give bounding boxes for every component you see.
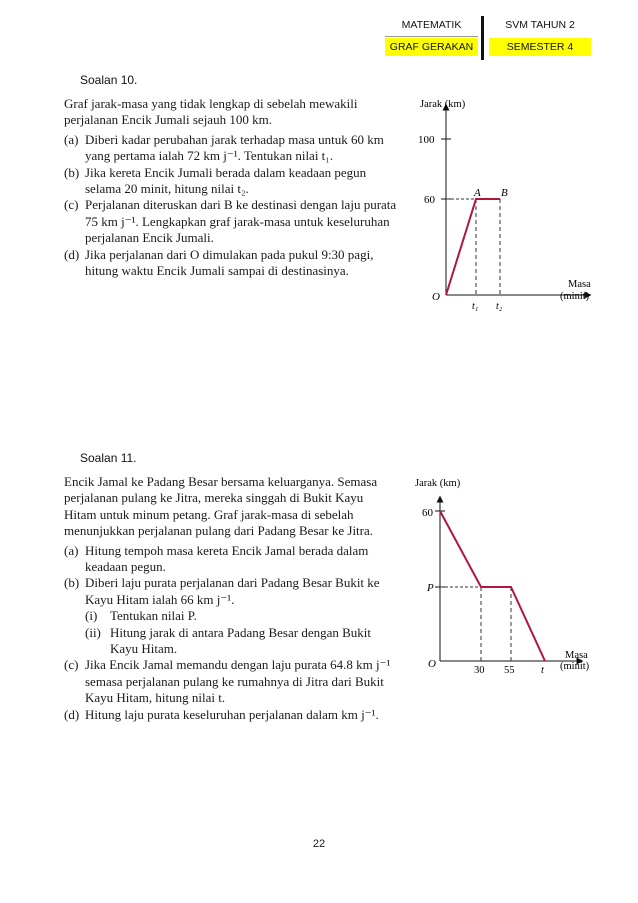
question-11-part-b	[64, 575, 398, 608]
question-10-text	[64, 96, 398, 279]
question-11-title: Soalan 11.	[80, 451, 137, 465]
header-level: SVM TAHUN 2	[505, 19, 575, 31]
header-topic: GRAF GERAKAN	[385, 38, 478, 56]
y-axis-label: Jarak (km)	[415, 478, 461, 489]
part-text: Perjalanan diteruskan dari B ke destinasi dengan laju purata 75 km j⁻¹. Lengkapkan graf jarak-masa untuk keseluruhan perjalanan Encik Jumali.	[85, 197, 397, 246]
x-tick-label-55: 55	[504, 665, 515, 676]
part-label: (a)	[64, 542, 79, 558]
part-label: (d)	[64, 706, 80, 722]
page-number: 22	[312, 838, 326, 850]
header-semester: SEMESTER 4	[489, 38, 591, 56]
distance-time-line	[446, 199, 500, 295]
question-10-part-b	[64, 165, 398, 198]
x-axis-label-minit: (minit)	[560, 661, 590, 672]
x-tick-label-30: 30	[474, 665, 485, 676]
origin-label: O	[432, 291, 440, 303]
part-text: Diberi laju purata perjalanan dari Padang Besar Bukit ke Kayu Hitam ialah 66 km j⁻¹.	[85, 575, 380, 607]
part-label: (c)	[64, 657, 79, 673]
question-11-part-a	[64, 543, 398, 576]
x-axis-label-masa: Masa	[565, 650, 588, 661]
header-divider	[385, 36, 478, 37]
question-10-intro: Graf jarak-masa yang tidak lengkap di sebelah mewakili perjalanan Encik Jumali sejauh 100 km.	[64, 96, 358, 128]
part-label: (c)	[64, 197, 79, 213]
y-tick-label-60: 60	[424, 194, 435, 206]
question-10-title: Soalan 10.	[80, 73, 138, 87]
point-label-a: A	[474, 187, 481, 199]
part-text: Jika perjalanan dari O dimulakan pada pukul 9:30 pagi, hitung waktu Encik Jumali sampai di destinasinya.	[85, 246, 374, 279]
x-tick-label-t1: t₁	[472, 301, 479, 312]
subpart-text: Hitung jarak di antara Padang Besar dengan Bukit Kayu Hitam.	[110, 624, 372, 657]
x-axis-label-minit: (minit)	[560, 291, 590, 302]
question-10-part-a	[64, 132, 398, 165]
part-text: Hitung laju purata keseluruhan perjalanan dalam km j⁻¹.	[85, 706, 379, 722]
part-label: (d)	[64, 246, 80, 262]
x-tick-label-t2: t₂	[496, 301, 503, 312]
question-10-part-c	[64, 197, 398, 246]
question-11-text	[64, 474, 398, 723]
part-text: Hitung tempoh masa kereta Encik Jamal berada dalam keadaan pegun.	[85, 542, 369, 575]
question-11-part-d	[64, 707, 398, 723]
header-subject: MATEMATIK	[401, 19, 462, 31]
question-11-intro: Encik Jamal ke Padang Besar bersama keluarganya. Semasa perjalanan pulang ke Jitra, mereka singgah di Bukit Kayu Hitam untuk minum petang. Graf jarak-masa di sebelah menunjukkan perjalanan pulang dari Padang Besar ke Jitra.	[64, 474, 378, 539]
y-tick-label-100: 100	[418, 134, 435, 146]
point-label-b: B	[501, 187, 508, 199]
subpart-text: Tentukan nilai P.	[110, 608, 197, 624]
part-label: (b)	[64, 575, 80, 591]
subpart-label: (ii)	[85, 624, 101, 640]
part-label: (b)	[64, 164, 80, 180]
part-label: (a)	[64, 131, 79, 147]
distance-time-line	[440, 511, 545, 661]
question-10-part-d	[64, 247, 398, 280]
part-text: Diberi kadar perubahan jarak terhadap masa untuk 60 km yang pertama ialah 72 km j⁻¹. Tentukan nilai t₁.	[85, 131, 384, 164]
question-10-graph	[410, 95, 615, 320]
part-text: Jika Encik Jamal memandu dengan laju purata 64.8 km j⁻¹ semasa perjalanan pulang ke rumahnya di Jitra dari Bukit Kayu Hitam, hitung nilai t.	[85, 657, 391, 706]
page-header	[385, 16, 591, 60]
part-text: Jika kereta Encik Jumali berada dalam keadaan pegun selama 20 minit, hitung nilai t₂.	[85, 164, 367, 197]
x-axis-label-masa: Masa	[568, 279, 591, 290]
origin-label: O	[428, 658, 436, 670]
subpart-label: (i)	[85, 608, 98, 624]
question-11-graph	[410, 474, 615, 679]
question-11-part-c	[64, 657, 398, 706]
y-tick-label-p: P	[427, 582, 434, 594]
x-tick-label-t: t	[541, 665, 544, 676]
header-vertical-rule	[481, 16, 484, 60]
y-axis-label: Jarak (km)	[420, 99, 466, 110]
y-tick-label-60: 60	[422, 507, 433, 519]
question-11-subpart-i	[64, 608, 398, 624]
question-11-subpart-ii	[64, 625, 398, 658]
